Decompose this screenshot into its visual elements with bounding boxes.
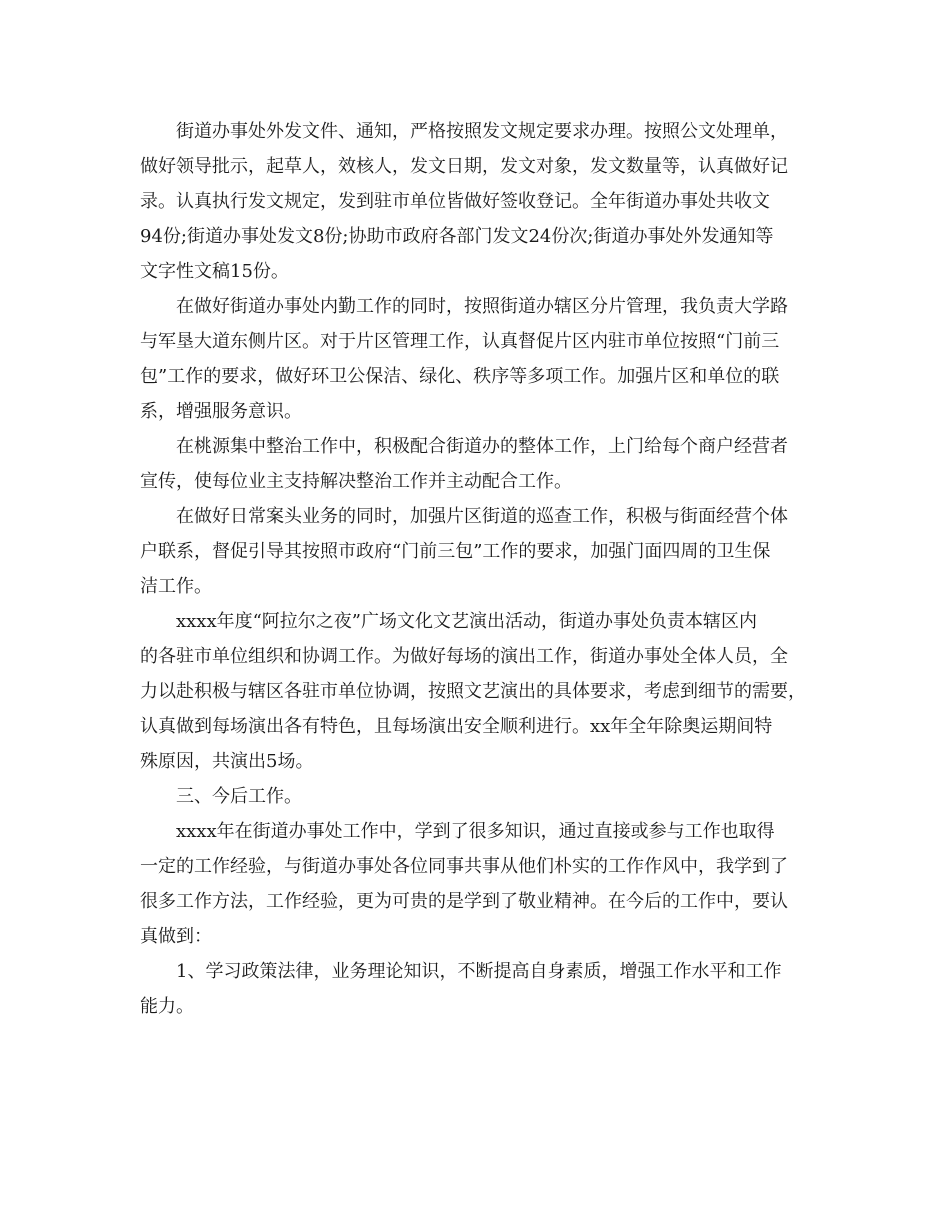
paragraph <box>140 604 830 779</box>
paragraph <box>140 954 830 1024</box>
text-line: 洁工作。 <box>140 576 212 597</box>
text-line: 在做好日常案头业务的同时，加强片区街道的巡查工作，积极与街面经营个体 <box>176 506 788 527</box>
text-line: 的各驻市单位组织和协调工作。为做好每场的演出工作，街道办事处全体人员，全 <box>140 646 788 667</box>
text-line: 真做到： <box>140 926 212 947</box>
paragraph <box>140 429 830 499</box>
text-line: 录。认真执行发文规定，发到驻市单位皆做好签收登记。全年街道办事处共收文 <box>140 191 770 212</box>
text-line: xxxx年度“阿拉尔之夜”广场文化文艺演出活动，街道办事处负责本辖区内 <box>176 611 758 632</box>
text-line: 户联系，督促引导其按照市政府“门前三包”工作的要求，加强门面四周的卫生保 <box>140 541 771 562</box>
text-line: 94份;街道办事处发文8份;协助市政府各部门发文24份次;街道办事处外发通知等 <box>140 226 774 247</box>
text-line: 殊原因，共演出5场。 <box>140 751 314 772</box>
text-line: 宣传，使每位业主支持解决整治工作并主动配合工作。 <box>140 471 572 492</box>
text-line: 在桃源集中整治工作中，积极配合街道办的整体工作，上门给每个商户经营者 <box>176 436 788 457</box>
text-line: 系，增强服务意识。 <box>140 401 302 422</box>
text-line: 文字性文稿15份。 <box>140 261 289 282</box>
text-line: 认真做到每场演出各有特色，且每场演出安全顺利进行。xx年全年除奥运期间特 <box>140 716 773 737</box>
document-body <box>140 114 830 1024</box>
text-line: 在做好街道办事处内勤工作的同时，按照街道办辖区分片管理，我负责大学路 <box>176 296 788 317</box>
text-line: 一定的工作经验，与街道办事处各位同事共事从他们朴实的工作作风中，我学到了 <box>140 856 788 877</box>
text-line: 很多工作方法，工作经验，更为可贵的是学到了敬业精神。在今后的工作中，要认 <box>140 891 788 912</box>
paragraph <box>140 814 830 954</box>
text-line: xxxx年在街道办事处工作中，学到了很多知识，通过直接或参与工作也取得 <box>176 821 775 842</box>
text-line: 力以赴积极与辖区各驻市单位协调，按照文艺演出的具体要求，考虑到细节的需要， <box>140 681 806 702</box>
text-line: 街道办事处外发文件、通知，严格按照发文规定要求办理。按照公文处理单， <box>176 121 788 142</box>
text-line: 1、学习政策法律，业务理论知识，不断提高自身素质，增强工作水平和工作 <box>176 961 782 982</box>
text-line: 能力。 <box>140 996 194 1017</box>
paragraph <box>140 779 830 814</box>
text-line: 三、今后工作。 <box>176 786 302 807</box>
paragraph <box>140 289 830 429</box>
paragraph <box>140 114 830 289</box>
text-line: 做好领导批示，起草人，效核人，发文日期，发文对象，发文数量等，认真做好记 <box>140 156 788 177</box>
text-line: 包”工作的要求，做好环卫公保洁、绿化、秩序等多项工作。加强片区和单位的联 <box>140 366 780 387</box>
paragraph <box>140 499 830 604</box>
text-line: 与军垦大道东侧片区。对于片区管理工作，认真督促片区内驻市单位按照“门前三 <box>140 331 780 352</box>
